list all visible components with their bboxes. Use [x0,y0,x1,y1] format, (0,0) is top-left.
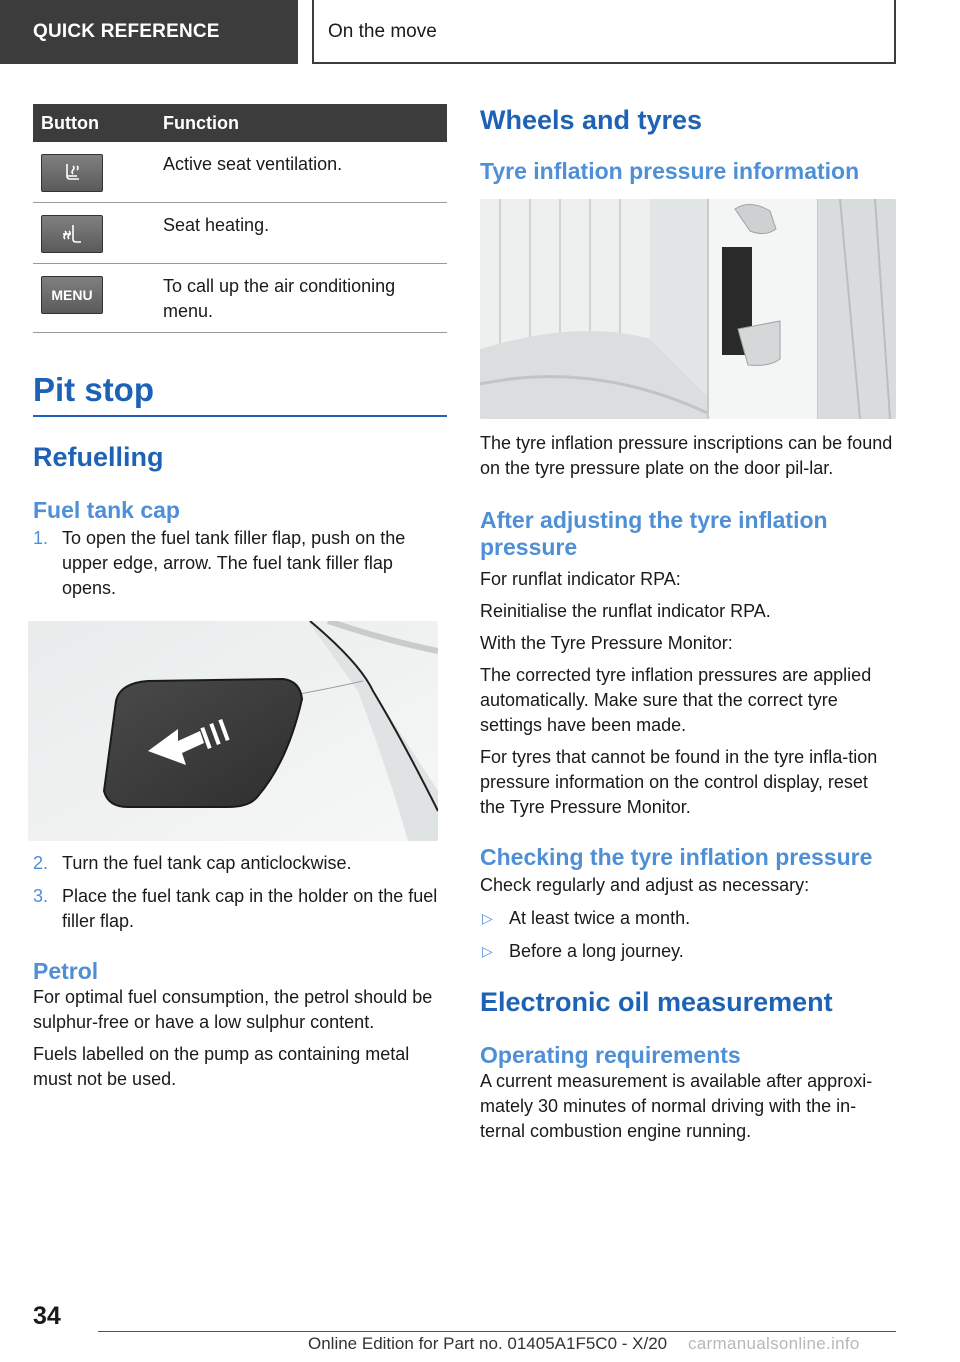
paragraph: With the Tyre Pressure Monitor: [480,633,733,653]
button-function-table [33,104,447,333]
table-header-button: Button [33,104,163,142]
footer-divider [98,1331,896,1332]
bullet-list [480,906,896,964]
fuel-flap-photo [28,621,438,841]
paragraph: For tyres that cannot be found in the tyre infla-tion pressure information on the control display, reset the Tyre Pressure Monitor. [480,747,878,817]
triangle-bullet-icon: ▷ [482,910,493,926]
step-item [33,884,447,934]
subsection-heading-refuelling: Refuelling [33,442,164,472]
step-item [33,526,447,601]
paragraph: Check regularly and adjust as necessary: [480,875,810,895]
paragraph: The tyre inflation pressure inscriptions can be found on the tyre pressure plate on the door pil-lar. [480,433,893,478]
step-text: Place the fuel tank cap in the holder on the fuel filler flap. [62,886,438,931]
paragraph: For optimal fuel consumption, the petrol should be sulphur-free or have a low sulphur content. [33,987,433,1032]
list-item: ▷ At least twice a month. [480,906,896,931]
paragraph: A current measurement is available after approxi-mately 30 minutes of normal driving with the in-ternal combustion engine running. [480,1071,873,1141]
paragraph: The corrected tyre inflation pressures are applied automatically. Make sure that the correct tyre settings have been made. [480,665,872,735]
section-heading-oil: Electronic oil measurement [480,987,833,1017]
table-header-function: Function [163,104,447,142]
section-heading-wheels: Wheels and tyres [480,105,703,135]
seat-ventilation-icon [41,154,103,192]
step-number: 3. [33,886,49,906]
menu-button-icon: MENU [41,276,103,314]
list-item: ▷ Before a long journey. [480,939,896,964]
function-text: To call up the air conditioning menu. [163,264,447,333]
left-column [33,104,447,1092]
right-column [480,104,896,1144]
step-text: To open the fuel tank filler flap, push on the upper edge, arrow. The fuel tank filler flap opens. [62,528,406,598]
seat-heating-icon [41,215,103,253]
steps-list [33,526,447,601]
topic-heading-operating-requirements: Operating requirements [480,1042,741,1068]
step-item [33,851,447,876]
function-text: Seat heating. [163,203,447,264]
topic-heading-petrol: Petrol [33,958,99,984]
table-row [33,142,447,203]
triangle-bullet-icon: ▷ [482,943,493,959]
watermark: carmanualsonline.info [688,1334,860,1353]
step-number: 1. [33,528,49,548]
paragraph: Reinitialise the runflat indicator RPA. [480,601,771,621]
table-row [33,264,447,333]
door-pillar-photo [480,199,896,419]
table-row [33,203,447,264]
topic-heading-checking: Checking the tyre inflation pressure [480,844,873,870]
topic-heading-fuel-tank-cap: Fuel tank cap [33,497,180,523]
step-number: 2. [33,853,49,873]
paragraph: Fuels labelled on the pump as containing metal must not be used. [33,1044,410,1089]
page-number: 34 [33,1302,61,1330]
section-tab: QUICK REFERENCE [0,0,298,64]
topic-heading-after-adjusting: After adjusting the tyre inflation pressure [480,507,828,560]
edition-text: Online Edition for Part no. 01405A1F5C0 - X/20 [308,1334,668,1353]
step-text: Turn the fuel tank cap anticlockwise. [62,853,352,873]
section-heading-pit-stop: Pit stop [33,371,447,417]
topic-heading-inflation-info: Tyre inflation pressure information [480,158,860,184]
function-text: Active seat ventilation. [163,142,447,203]
steps-list-continued [33,851,447,934]
chapter-title: On the move [312,0,896,64]
paragraph: For runflat indicator RPA: [480,569,681,589]
